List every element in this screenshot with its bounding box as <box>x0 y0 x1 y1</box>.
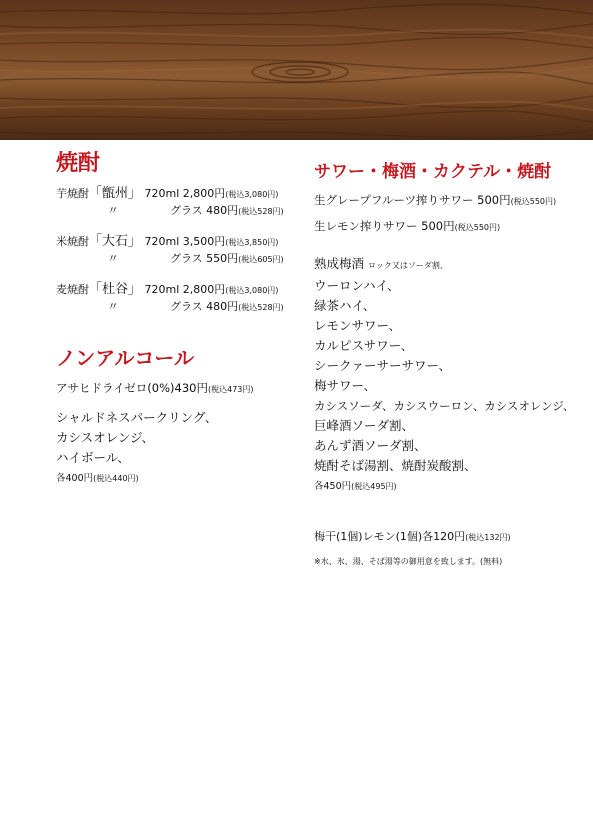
service-note: ※水、氷、湯、そば湯等の御用意を致します。(無料) <box>314 557 503 566</box>
non-alcohol-list <box>56 408 306 468</box>
shochu-brand: 「杜谷」 <box>89 282 142 297</box>
topping-price: 梅干(1個)レモン(1個)各120円 <box>314 530 466 543</box>
shochu-glass-price: グラス 480円 <box>170 204 239 217</box>
shochu-kind: 麦焼酎 <box>56 283 89 296</box>
topping-tax: (税込132円) <box>465 533 511 542</box>
shochu-bottle-tax: (税込3,080円) <box>225 286 279 295</box>
sour-heading: サワー・梅酒・カクテル・焼酎 <box>314 162 552 182</box>
shochu-bottle-price: 720ml 3,500円 <box>144 235 226 248</box>
sour-list <box>314 254 589 476</box>
sour-item: 緑茶ハイ、 <box>314 298 376 313</box>
lemon-line <box>314 216 589 238</box>
shochu-glass-price: グラス 550円 <box>170 252 239 265</box>
non-alcohol-item: カシスオレンジ、 <box>56 430 155 445</box>
ditto-mark: 〃 <box>107 252 119 265</box>
umeshu-line <box>314 254 589 276</box>
umeshu-note: ロック又はソーダ割、 <box>368 261 448 270</box>
sour-item: 焼酎そば湯割、焼酎炭酸割、 <box>314 458 477 473</box>
lemon-price: 生レモン搾りサワー 500円 <box>314 219 455 233</box>
non-alcohol-item: シャルドネスパークリング、 <box>56 410 218 425</box>
shochu-list <box>56 186 306 316</box>
sour-price: 各450円 <box>314 481 352 492</box>
shochu-kind: 芋焼酎 <box>56 187 89 200</box>
sour-item: あんず酒ソーダ割、 <box>314 438 427 453</box>
shochu-brand: 「大石」 <box>89 234 142 249</box>
shochu-bottle-line <box>56 186 306 203</box>
sour-item: カルピスサワー、 <box>314 338 414 353</box>
asahi-tax: (税込473円) <box>207 385 254 394</box>
sour-price-line <box>314 478 589 495</box>
shochu-kind: 米焼酎 <box>56 235 89 248</box>
non-alcohol-heading: ノンアルコール <box>56 346 194 370</box>
wood-texture-image <box>0 0 593 140</box>
sour-item: カシスソーダ、カシスウーロン、カシスオレンジ、 <box>314 399 575 413</box>
ditto-mark: 〃 <box>107 204 119 217</box>
grapefruit-line <box>314 190 589 212</box>
shochu-item <box>56 282 306 316</box>
shochu-glass-line <box>56 203 306 220</box>
left-column <box>56 150 306 487</box>
shochu-glass-line <box>56 251 306 268</box>
grapefruit-tax: (税込550円) <box>510 197 557 206</box>
shochu-bottle-tax: (税込3,080円) <box>225 190 279 199</box>
asahi-price: アサヒドライゼロ(0%)430円 <box>56 381 208 395</box>
shochu-glass-tax: (税込605円) <box>238 255 284 264</box>
sour-price-tax: (税込495円) <box>351 482 397 491</box>
shochu-bottle-line <box>56 234 306 251</box>
ditto-mark: 〃 <box>107 300 119 313</box>
asahi-line <box>56 380 306 398</box>
sour-item: レモンサワー、 <box>314 318 402 333</box>
shochu-item <box>56 234 306 268</box>
umeshu-label: 熟成梅酒 <box>314 256 365 271</box>
non-alcohol-price-tax: (税込440円) <box>93 474 139 483</box>
sour-item: シークァーサーサワー、 <box>314 358 452 373</box>
shochu-item <box>56 186 306 220</box>
shochu-bottle-line <box>56 282 306 299</box>
sour-item: ウーロンハイ、 <box>314 278 400 293</box>
shochu-bottle-price: 720ml 2,800円 <box>144 187 226 200</box>
topping-line <box>314 529 589 546</box>
non-alcohol-price-line <box>56 470 306 487</box>
shochu-glass-tax: (税込528円) <box>238 303 284 312</box>
grapefruit-price: 生グレープフルーツ搾りサワー 500円 <box>314 193 511 207</box>
shochu-glass-line <box>56 299 306 316</box>
sour-item: 巨峰酒ソーダ割、 <box>314 418 415 433</box>
shochu-bottle-tax: (税込3,850円) <box>225 238 279 247</box>
sour-item: 梅サワー、 <box>314 378 377 393</box>
shochu-heading: 焼酎 <box>56 151 101 176</box>
lemon-tax: (税込550円) <box>454 223 501 232</box>
shochu-glass-tax: (税込528円) <box>238 207 284 216</box>
wood-header-banner <box>0 0 593 140</box>
non-alcohol-item: ハイボール、 <box>56 450 130 465</box>
right-column <box>314 158 589 568</box>
shochu-brand: 「甑州」 <box>89 186 142 201</box>
non-alcohol-price: 各400円 <box>56 473 94 484</box>
shochu-bottle-price: 720ml 2,800円 <box>144 283 226 296</box>
shochu-glass-price: グラス 480円 <box>170 300 239 313</box>
